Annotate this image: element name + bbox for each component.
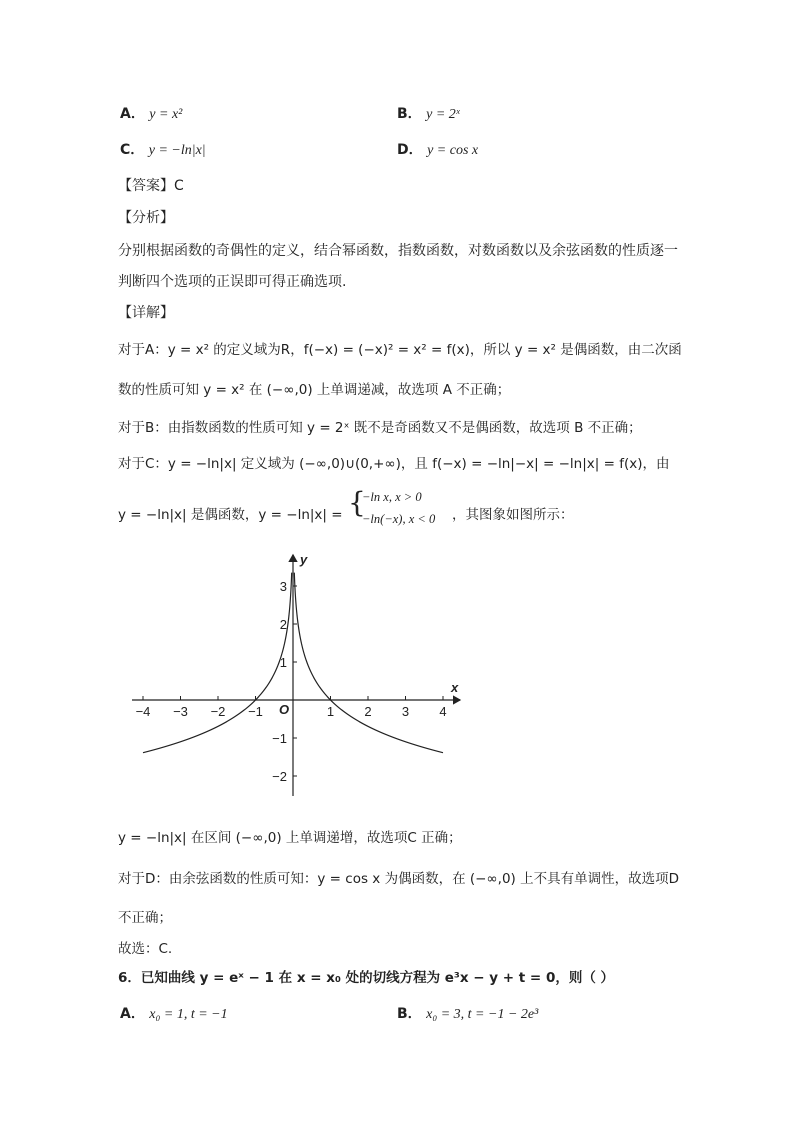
option-b-label: B． [397,106,422,122]
answer-heading: 【答案】C [118,178,184,194]
q6-option-b-expr: x₀ = 3, t = −1 − 2e³ [426,1007,539,1022]
x-axis-label: x [451,680,459,695]
analysis-line-1: 分别根据函数的奇偶性的定义，结合幂函数，指数函数，对数函数以及余弦函数的性质逐一 [118,243,678,259]
analysis-heading: 【分析】 [118,210,174,226]
y-tick-label: −1 [272,731,287,746]
analysis-line-2: 判断四个选项的正误即可得正确选项. [118,274,347,290]
x-tick-label: −1 [248,704,263,719]
q6-option-a [120,1003,228,1023]
option-d-label: D． [397,142,423,158]
detail-line-3: 对于B：由指数函数的性质可知 y = 2ˣ 既不是奇函数又不是偶函数，故选项 B 不正确； [118,420,642,436]
detail-line-2: 数的性质可知 y = x² 在 (−∞,0) 上单调递减，故选项 A 不正确； [118,382,511,398]
detail-heading: 【详解】 [118,305,174,321]
x-tick-label: 3 [401,704,410,719]
x-tick-label: 1 [326,704,335,719]
detail-line-1: 对于A：y = x² 的定义域为R，f(−x) = (−x)² = x² = f(x)，所以 y = x² 是偶函数，由二次函 [118,342,682,358]
x-tick-label: −3 [173,704,188,719]
x-tick-label: −4 [135,704,151,719]
conclusion: 故选：C. [118,941,173,957]
piece-2: −ln(−x), x < 0 [362,512,436,526]
option-b-expr: y = 2ˣ [426,107,460,122]
y-axis-label: y [300,552,308,567]
piecewise-brace: { [348,486,366,519]
origin-label: O [279,702,290,717]
q6-question: 6．已知曲线 y = eˣ − 1 在 x = x₀ 处的切线方程为 e³x − y + t = 0，则（ ） [118,970,615,986]
detail-line-5-b: ，其图象如图所示： [452,507,574,523]
x-tick-label: −2 [210,704,226,719]
y-tick-label: −2 [272,769,287,784]
y-tick-label: 3 [279,579,287,594]
option-d-expr: y = cos x [427,143,479,158]
detail-line-5-a: y = −ln|x| 是偶函数，y = −ln|x| = [118,507,343,523]
option-c-label: C． [120,142,145,158]
option-a-label: A． [120,106,145,122]
detail-line-4: 对于C：y = −ln|x| 定义域为 (−∞,0)∪(0,+∞)，且 f(−x) = −ln|−x| = −ln|x| = f(x)，由 [118,456,670,472]
q6-option-b [397,1003,538,1023]
x-tick-label: 2 [364,704,372,719]
option-a-expr: y = x² [149,107,183,122]
x-tick-label: 4 [439,704,447,719]
detail-line-8: 不正确； [118,910,172,926]
curve-right-branch [294,573,443,753]
curve-left-branch [143,573,292,753]
detail-line-6: y = −ln|x| 在区间 (−∞,0) 上单调递增，故选项C 正确； [118,830,462,846]
detail-line-7: 对于D：由余弦函数的性质可知：y = cos x 为偶函数，在 (−∞,0) 上不具有单调性，故选项D [118,871,680,887]
q6-option-b-label: B． [397,1006,422,1022]
option-c-expr: y = −ln|x| [148,143,206,158]
y-tick-label: 1 [279,655,287,670]
piece-1: −ln x, x > 0 [362,490,422,504]
q6-option-a-expr: x₀ = 1, t = −1 [149,1007,228,1022]
y-tick-label: 2 [279,617,287,632]
q6-option-a-label: A． [120,1006,145,1022]
